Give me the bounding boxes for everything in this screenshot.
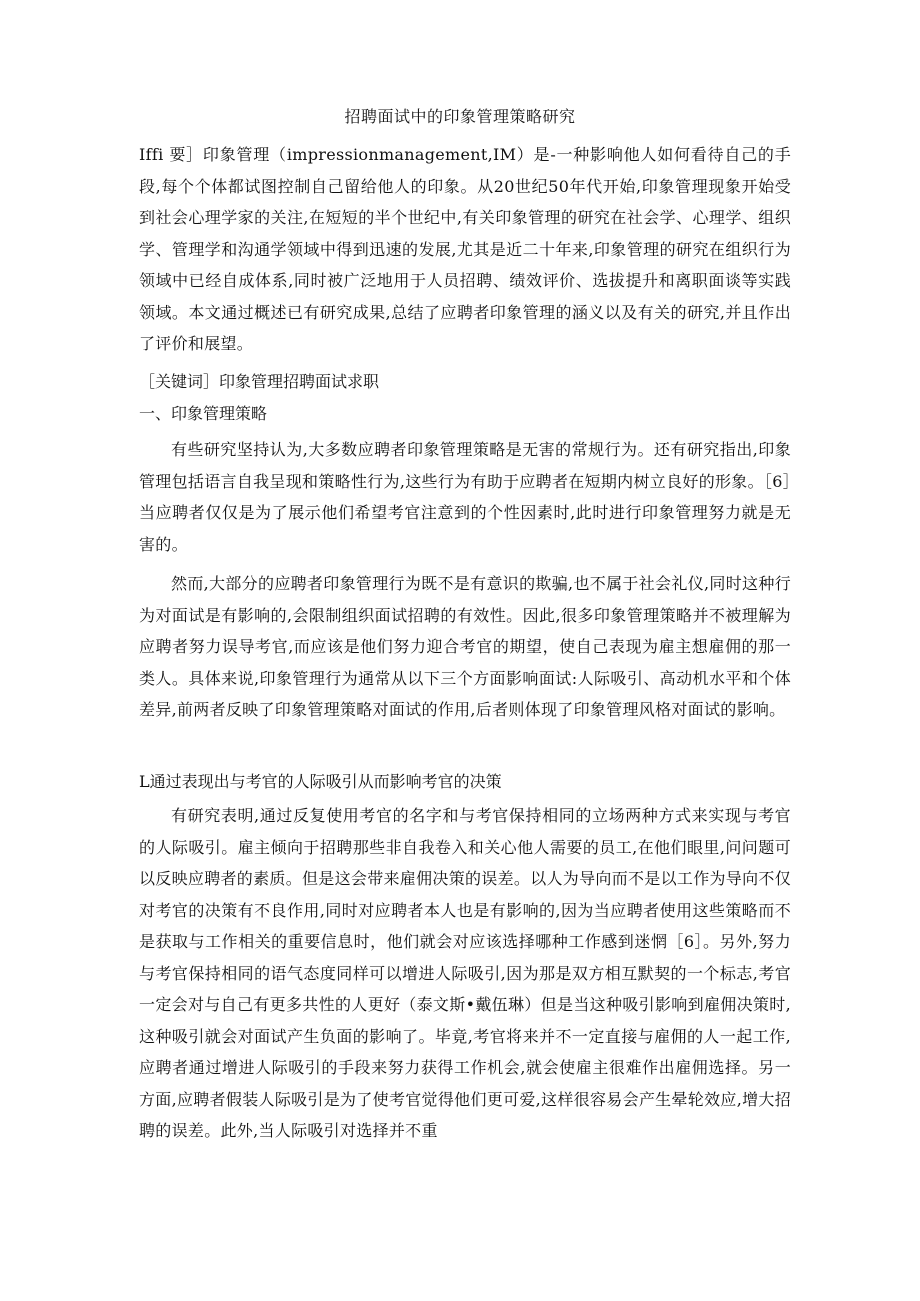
- abstract-paragraph: Iffi 要］印象管理（impressionmanagement,IM）是-一种影响他人如何看待自己的手段,每个个体都试图控制自己留给他人的印象。从20世纪50年代开始,印象管理现象开始受到社会心理学家的关注,在短短的半个世纪中,有关印象管理的研究在社会学、心理学、组织学、管理学和沟通学领域中得到迅速的发展,尤其是近二十年来,印象管理的研究在组织行为领域中已经自成体系,同时被广泛地用于人员招聘、绩效评价、选拔提升和离职面谈等实践领域。本文通过概述已有研究成果,总结了应聘者印象管理的涵义以及有关的研究,并且作出了评价和展望。: [139, 145, 791, 353]
- keywords-line: ［关键词］印象管理招聘面试求职: [139, 372, 380, 391]
- body-paragraph-1: 有些研究坚持认为,大多数应聘者印象管理策略是无害的常规行为。还有研究指出,印象管理包括语言自我呈现和策略性行为,这些行为有助于应聘者在短期内树立良好的形象。［6］当应聘者仅仅是为了展示他们希望考官注意到的个性因素时,此时进行印象管理努力就是无害的。: [139, 440, 791, 554]
- subheading-1: L通过表现出与考官的人际吸引从而影响考官的决策: [139, 772, 502, 791]
- body-paragraph-2: 然而,大部分的应聘者印象管理行为既不是有意识的欺骗,也不属于社会礼仪,同时这种行为对面试是有影响的,会限制组织面试招聘的有效性。因此,很多印象管理策略并不被理解为应聘者努力误导考官,而应该是他们努力迎合考官的期望，使自己表现为雇主想雇佣的那一类人。具体来说,印象管理行为通常从以下三个方面影响面试:人际吸引、高动机水平和个体差异,前两者反映了印象管理策略对面试的作用,后者则体现了印象管理风格对面试的影响。: [139, 574, 791, 719]
- body-paragraph-3: 有研究表明,通过反复使用考官的名字和与考官保持相同的立场两种方式来实现与考官的人际吸引。雇主倾向于招聘那些非自我卷入和关心他人需要的员工,在他们眼里,问问题可以反映应聘者的素质。但是这会带来雇佣决策的误差。以人为导向而不是以工作为导向不仅对考官的决策有不良作用,同时对应聘者本人也是有影响的,因为当应聘者使用这些策略而不是获取与工作相关的重要信息时，他们就会对应该选择哪种工作感到迷惘［6］。另外,努力与考官保持相同的语气态度同样可以增进人际吸引,因为那是双方相互默契的一个标志,考官一定会对与自己有更多共性的人更好（泰文斯•戴伍琳）但是当这种吸引影响到雇佣决策时,这种吸引就会对面试产生负面的影响了。毕竟,考官将来并不一定直接与雇佣的人一起工作,应聘者通过增进人际吸引的手段来努力获得工作机会,就会使雇主很难作出雇佣选择。另一方面,应聘者假装人际吸引是为了使考官觉得他们更可爱,这样很容易会产生晕轮效应,增大招聘的误差。此外,当人际吸引对选择并不重: [139, 806, 792, 1140]
- document-title: 招聘面试中的印象管理策略研究: [344, 107, 576, 126]
- section-heading-1: 一、印象管理策略: [139, 404, 268, 423]
